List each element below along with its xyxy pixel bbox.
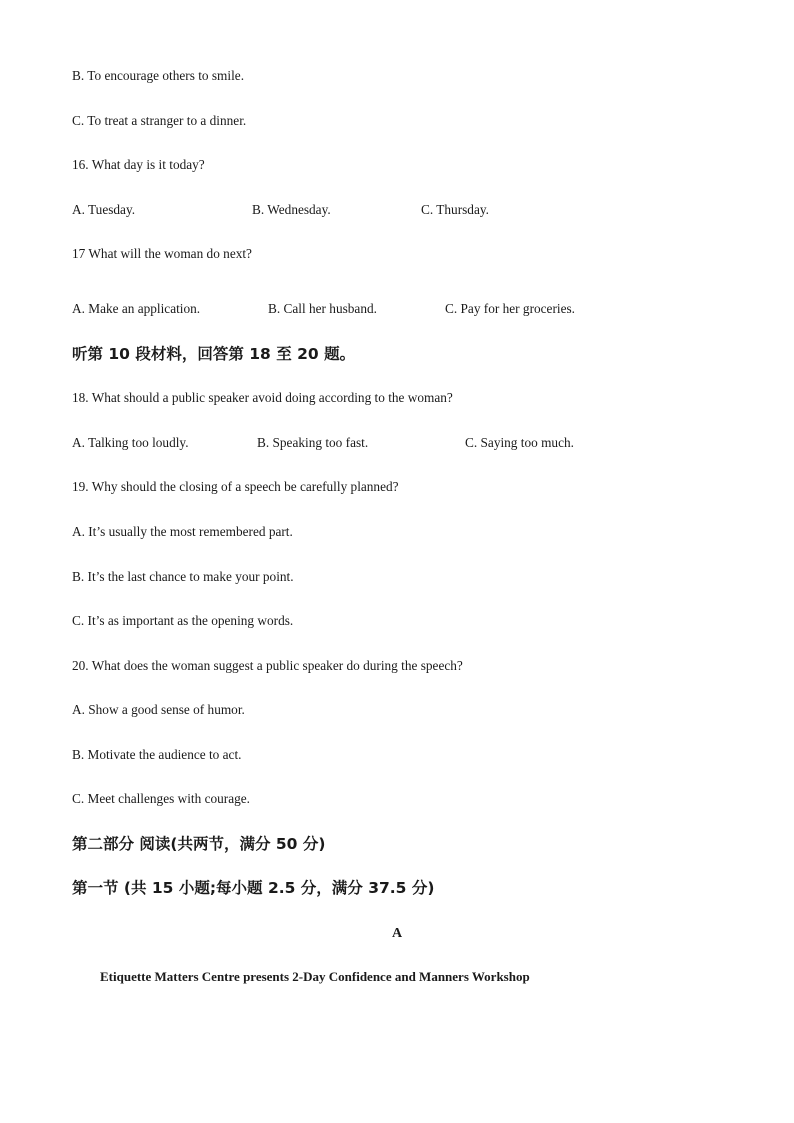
section-10-heading: 听第 10 段材料，回答第 18 至 20 题。 xyxy=(72,345,356,363)
q18-option-a: A. Talking too loudly. xyxy=(72,435,189,450)
part-two-heading: 第二部分 阅读(共两节，满分 50 分) xyxy=(72,835,326,853)
q19-option-a: A. It’s usually the most remembered part. xyxy=(72,524,293,539)
passage-title: Etiquette Matters Centre presents 2-Day Confidence and Manners Workshop xyxy=(100,969,530,984)
q15-option-b: B. To encourage others to smile. xyxy=(72,68,245,83)
section-one-heading: 第一节 (共 15 小题;每小题 2.5 分，满分 37.5 分) xyxy=(72,879,435,897)
q18-option-b: B. Speaking too fast. xyxy=(257,435,369,450)
q16-option-b: B. Wednesday. xyxy=(252,202,331,217)
q17-option-b: B. Call her husband. xyxy=(268,301,377,316)
q18-stem: 18. What should a public speaker avoid doing according to the woman? xyxy=(72,390,453,405)
q16-option-c: C. Thursday. xyxy=(421,202,489,217)
q19-stem: 19. Why should the closing of a speech be carefully planned? xyxy=(72,479,399,494)
q19-option-c: C. It’s as important as the opening words. xyxy=(72,613,294,628)
q20-stem: 20. What does the woman suggest a public speaker do during the speech? xyxy=(72,658,463,673)
passage-label: A xyxy=(391,926,403,941)
q17-option-c: C. Pay for her groceries. xyxy=(445,301,575,316)
q19-option-b: B. It’s the last chance to make your point. xyxy=(72,569,294,584)
q16-stem: 16. What day is it today? xyxy=(72,157,205,172)
q18-option-c: C. Saying too much. xyxy=(465,435,574,450)
q15-option-c: C. To treat a stranger to a dinner. xyxy=(72,113,247,128)
q16-option-a: A. Tuesday. xyxy=(72,202,136,217)
q20-option-b: B. Motivate the audience to act. xyxy=(72,747,242,762)
q20-option-a: A. Show a good sense of humor. xyxy=(72,702,245,717)
q17-option-a: A. Make an application. xyxy=(72,301,201,316)
q20-option-c: C. Meet challenges with courage. xyxy=(72,791,250,806)
q17-stem: 17 What will the woman do next? xyxy=(72,246,252,261)
